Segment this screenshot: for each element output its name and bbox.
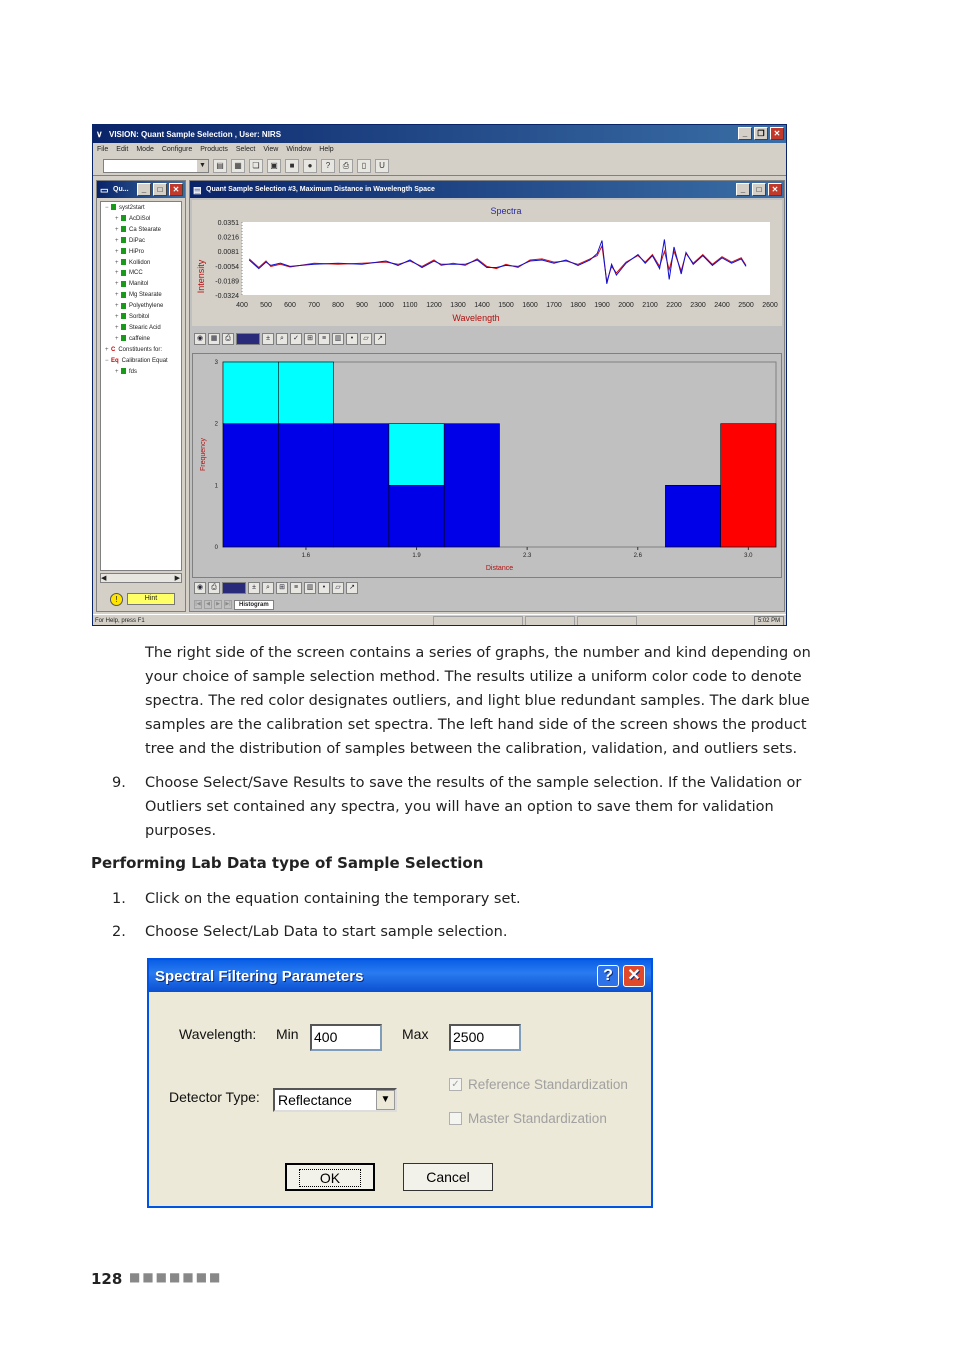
toolbar-combo[interactable] [103,159,209,173]
step-2-text: Choose Select/Lab Data to start sample selection. [145,924,508,940]
sheet-tab-bar [194,599,274,610]
color-swatch-button[interactable] [236,333,260,345]
paste-icon[interactable]: ▣ [267,159,281,173]
x-tick-label: 1400 [474,302,490,309]
product-icon [121,226,126,232]
expand-icon[interactable]: + [115,248,119,255]
node-type-icon: C [111,346,116,353]
status-bar [93,614,786,626]
grid-horizontal-icon[interactable]: ≡ [290,582,302,594]
maximize-button[interactable]: □ [752,183,766,196]
expand-icon[interactable]: + [115,368,119,375]
expand-icon[interactable]: + [115,335,119,342]
dialog-titlebar [149,960,651,992]
sample-selection-window [189,180,785,612]
tree-node[interactable] [105,214,181,225]
restore-button[interactable]: ❐ [754,127,768,140]
product-tree-window [96,180,186,612]
plot-area [242,222,770,295]
save-icon[interactable]: ■ [285,159,299,173]
node-type-icon: Eq [111,357,119,364]
bar-calibration [278,424,333,547]
x-tick-label: 800 [332,302,344,309]
tree-node[interactable] [105,268,181,279]
histogram-chart [193,354,781,577]
x-tick-label: 1900 [594,302,610,309]
marker-icon[interactable]: ✓ [290,333,302,345]
y-tick-label: -0.0324 [215,293,239,300]
camera-icon[interactable]: ◉ [194,333,206,345]
product-icon [121,259,126,265]
next-tab-icon[interactable]: ▶ [214,600,222,609]
usp-icon[interactable]: U [375,159,389,173]
reference-standardization-label: Reference Standardization [468,1077,628,1092]
close-button[interactable]: ✕ [768,183,782,196]
product-icon [121,368,126,374]
status-segment [577,616,637,626]
x-tick-label: 2100 [642,302,658,309]
step-number: 2. [112,924,126,940]
expand-icon[interactable]: + [115,281,119,288]
print-icon[interactable]: ⎙ [339,159,353,173]
detector-type-value: Reflectance [278,1092,352,1108]
tree-node[interactable] [105,247,181,258]
ok-button[interactable] [285,1163,375,1191]
checkbox-icon[interactable]: ✓ [449,1078,462,1091]
bar-outlier [721,424,776,547]
tree-node[interactable] [105,225,181,236]
ok-label: OK [299,1169,361,1187]
product-icon [111,204,116,210]
tree-node-label: DiPac [129,237,146,244]
tree-node[interactable] [105,356,181,367]
x-tick-label: 500 [260,302,272,309]
open-icon[interactable]: ▦ [231,159,245,173]
bar-calibration [334,424,389,547]
master-standardization-label: Master Standardization [468,1111,607,1126]
camera-icon[interactable]: ◉ [194,582,206,594]
status-segment [525,616,575,626]
x-tick-label: 1000 [378,302,394,309]
y-tick-label: 3 [214,360,218,366]
scroll-left-icon[interactable]: ◀ [101,575,107,582]
y-axis-label: Intensity [196,259,206,294]
wizard-icon[interactable]: ↗ [374,333,386,345]
minimize-button[interactable]: _ [738,127,752,140]
menu-edit[interactable]: Edit [116,146,129,153]
expand-icon[interactable]: + [115,303,119,310]
x-tick-label: 2400 [714,302,730,309]
tree-node-label: Ca Stearate [129,226,162,233]
bar-calibration [665,485,720,547]
x-tick-label: 1100 [402,302,418,309]
collapse-icon[interactable]: − [105,357,109,364]
y-tick-label: 1 [214,483,218,490]
menu-view[interactable]: View [263,146,279,153]
tree-node-label: Stearic Acid [129,324,161,331]
spectra-chart-toolbar [194,331,386,347]
menu-help[interactable]: Help [319,146,334,153]
tree-node-label: Kollidon [129,259,151,266]
min-wavelength-input[interactable]: 400 [310,1024,382,1051]
x-tick-label: 1700 [546,302,562,309]
x-tick-label: 2.6 [633,553,642,559]
vision-app-window [92,124,787,626]
spectra-chart [192,200,782,326]
print-icon[interactable]: ⎙ [222,333,234,345]
expand-icon[interactable]: + [115,270,119,277]
grid-vertical-icon[interactable]: ⊞ [276,582,288,594]
x-tick-label: 2500 [738,302,754,309]
menu-configure[interactable]: Configure [161,146,193,153]
menubar [93,143,786,156]
y-tick-label: 0.0216 [217,234,239,242]
copy-icon[interactable]: ❏ [249,159,263,173]
select-icon[interactable]: ▱ [332,582,344,594]
tree-node-label: Mg Stearate [129,292,162,299]
bar-redundant [389,424,444,486]
x-tick-label: 1500 [498,302,514,309]
tree-node[interactable] [105,203,181,214]
tab-histogram[interactable]: Histogram [234,600,274,610]
hint-area [100,589,182,609]
x-tick-label: 1200 [426,302,442,309]
explanation-paragraph: The right side of the screen contains a series of graphs, the number and kind depending on your choice of sample selection method. The results utilize a uniform color code to denote spectra. The red color designates outliers, and light blue redundant samples. The dark blue samples are the calibration set spectra. The left hand side of the screen shows the product tree and the distribution of samples between the calibration, validation, and outliers sets. [145,645,811,757]
data-table-icon[interactable]: ▥ [304,582,316,594]
step-number: 9. [112,775,126,791]
step-number: 1. [112,891,126,907]
chart-window-icon: ▤ [193,184,202,195]
close-button[interactable]: ✕ [770,127,784,140]
context-help-icon[interactable]: ? [321,159,335,173]
tree-node-label: Constituents for: [118,346,163,353]
tree-node[interactable] [105,279,181,290]
min-label: Min [276,1026,299,1042]
line-style-icon[interactable]: ± [248,582,260,594]
zoom-icon[interactable]: ⌕ [276,333,288,345]
chevron-down-icon[interactable]: ▼ [197,160,208,172]
collapse-icon[interactable]: − [105,205,109,211]
close-icon[interactable]: ✕ [623,965,645,987]
status-segment [433,616,523,626]
document-icon[interactable]: ▯ [357,159,371,173]
app-title: VISION: Quant Sample Selection , User: NIRS [109,129,282,139]
product-icon [121,303,126,309]
menu-window[interactable]: Window [286,146,312,153]
product-tree [100,201,182,571]
menu-file[interactable]: File [97,146,109,153]
bar-redundant [223,362,278,424]
x-tick-label: 1.9 [412,553,421,559]
prev-tab-icon[interactable]: ◀ [204,600,212,609]
expand-icon[interactable]: + [115,215,119,222]
tree-node[interactable] [105,345,181,356]
y-tick-label: 0.0081 [217,249,239,257]
section-heading: Performing Lab Data type of Sample Selection [91,854,484,872]
maximize-button[interactable]: □ [153,183,167,196]
product-icon [121,270,126,276]
reference-standardization-checkbox[interactable] [449,1077,628,1092]
vision-logo-icon: ∨ [96,129,103,139]
print-icon[interactable]: ⎙ [208,582,220,594]
main-window-titlebar [190,181,784,198]
histogram-chart-toolbar [194,580,358,596]
tree-titlebar [97,181,185,198]
minimize-button[interactable]: _ [736,183,750,196]
x-tick-label: 1800 [570,302,586,309]
line-style-icon[interactable]: ± [262,333,274,345]
product-icon [121,292,126,298]
window-icon: ▭ [100,184,109,195]
tree-node-label: syst2start [119,205,145,211]
y-tick-label: 0 [214,545,218,551]
tree-node-label: Sorbitol [129,314,150,321]
page-decoration: ■■■■■■■ [129,1270,223,1284]
grid-horizontal-icon[interactable]: ≡ [318,333,330,345]
x-tick-label: 1300 [450,302,466,309]
x-tick-label: 600 [284,302,296,309]
tree-node-label: HiPro [129,248,145,255]
x-tick-label: 1.6 [301,553,311,559]
cancel-button[interactable]: Cancel [403,1163,493,1191]
page-number: 128 [91,1270,123,1288]
expand-icon[interactable]: + [115,324,119,331]
scatter-icon[interactable]: • [318,582,330,594]
scroll-right-icon[interactable]: ▶ [174,575,180,582]
y-tick-label: 2 [214,421,218,428]
product-icon [121,215,126,221]
max-wavelength-input[interactable]: 2500 [449,1024,521,1051]
expand-icon[interactable]: + [115,314,119,321]
data-table-icon[interactable]: ▥ [332,333,344,345]
scatter-icon[interactable]: • [346,333,358,345]
expand-icon[interactable]: + [115,292,119,299]
tree-node[interactable] [105,334,181,345]
chart-title: Spectra [490,206,522,216]
master-standardization-checkbox[interactable] [449,1111,607,1126]
bar-calibration [389,485,444,547]
expand-icon[interactable]: + [115,226,119,233]
grid-vertical-icon[interactable]: ⊞ [304,333,316,345]
tree-node-label: fds [129,368,138,375]
wizard-icon[interactable]: ↗ [346,582,358,594]
expand-icon[interactable]: + [115,259,119,266]
tree-node[interactable] [105,323,181,334]
x-tick-label: 2200 [666,302,682,309]
tree-node[interactable] [105,290,181,301]
product-icon [121,281,126,287]
checkbox-icon[interactable] [449,1112,462,1125]
last-tab-icon[interactable]: ▶| [225,601,231,607]
palette-icon[interactable]: ▦ [208,333,220,345]
tree-node-label: Calibration Equat [121,357,168,364]
tree-node[interactable] [105,312,181,323]
y-tick-label: -0.0189 [215,278,239,286]
x-tick-label: 2600 [762,302,778,309]
status-text: For Help, press F1 [95,617,145,624]
close-button[interactable]: ✕ [169,183,183,196]
menu-mode[interactable]: Mode [136,146,154,153]
product-icon [121,324,126,330]
expand-icon[interactable]: + [115,237,119,244]
product-icon [121,335,126,341]
x-tick-label: 3.0 [744,553,753,559]
tree-window-title: Qu... [113,186,129,193]
x-tick-label: 400 [236,302,248,309]
hint-label[interactable]: Hint [127,593,175,605]
x-tick-label: 2.3 [522,553,532,559]
tree-node[interactable] [105,367,181,378]
step-9-text: Choose Select/Save Results to save the results of the sample selection. If the Validation or Outliers set contained any spectra, you will have an option to save them for validation purposes. [145,775,802,839]
app-titlebar [93,125,786,143]
wavelength-label: Wavelength: [179,1026,257,1042]
new-icon[interactable]: ▤ [213,159,227,173]
bar-calibration [444,424,499,547]
menu-select[interactable]: Select [235,146,256,153]
lightbulb-icon[interactable]: ! [110,593,123,606]
x-tick-label: 700 [308,302,320,309]
main-window-title: Quant Sample Selection #3, Maximum Distance in Wavelength Space [206,186,435,193]
detector-type-label: Detector Type: [169,1089,260,1105]
product-icon [121,313,126,319]
tree-node-label: Polyethylene [129,303,164,310]
tree-node-label: MCC [129,270,143,277]
x-tick-label: 2000 [618,302,634,309]
max-label: Max [402,1026,429,1042]
horizontal-scrollbar[interactable] [100,573,182,583]
menu-products[interactable]: Products [200,146,228,153]
x-axis-label: Distance [485,565,514,572]
product-icon [121,248,126,254]
bar-redundant [278,362,333,424]
spectral-filtering-dialog [147,958,653,1208]
tree-node[interactable] [105,258,181,269]
first-tab-icon[interactable]: |◀ [195,601,201,607]
spectra-panel [192,200,782,326]
color-swatch-button[interactable] [222,582,246,594]
main-toolbar [93,156,786,176]
tree-node-label: Manitol [129,281,149,288]
select-icon[interactable]: ▱ [360,333,372,345]
y-axis-label: Frequency [200,437,207,472]
y-tick-label: 0.0351 [217,220,239,227]
x-axis-label: Wavelength [452,313,500,323]
minimize-button[interactable]: _ [137,183,151,196]
y-tick-label: -0.0054 [215,263,239,271]
detector-type-select[interactable] [273,1088,397,1112]
status-clock: 5:02 PM [754,616,784,626]
expand-icon[interactable]: + [105,346,109,353]
stop-icon[interactable]: ● [303,159,317,173]
help-icon[interactable]: ? [597,965,619,987]
zoom-icon[interactable]: ⌕ [262,582,274,594]
step-1-text: Click on the equation containing the temporary set. [145,891,521,907]
tree-node[interactable] [105,301,181,312]
bar-calibration [223,424,278,547]
histogram-panel [192,353,782,578]
tree-node-label: caffeine [129,335,150,342]
x-tick-label: 900 [356,302,368,309]
tree-node-label: AcDiSol [129,215,151,222]
x-tick-label: 1600 [522,302,538,309]
chevron-down-icon[interactable]: ▼ [376,1090,395,1110]
dialog-title: Spectral Filtering Parameters [155,967,364,985]
product-icon [121,237,126,243]
x-tick-label: 2300 [690,302,706,309]
tree-node[interactable] [105,236,181,247]
